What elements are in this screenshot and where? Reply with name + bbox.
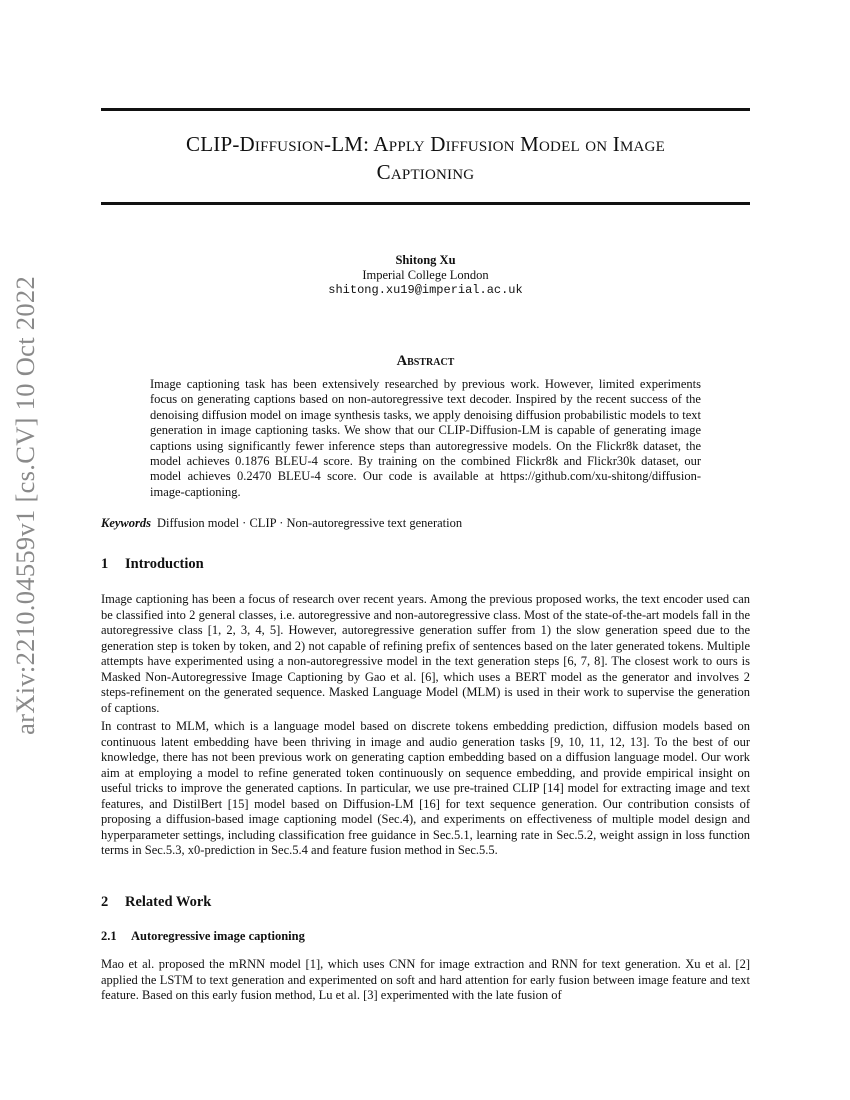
author-block: [101, 253, 750, 298]
abstract-text: Image captioning task has been extensively researched by previous work. However, limited experiments focus on generating captions based on non-autoregressive text decoder. Inspired by the recent success of the denoising diffusion model on image synthesis tasks, we apply denoising diffusion probabilistic models to text generation in image captioning tasks. We show that our CLIP-Diffusion-LM is capable of generating image captions using significantly fewer inference steps than autoregressive models. On the Flickr8k dataset, the model achieves 0.1876 BLEU-4 score. By training on the combined Flickr8k and Flickr30k dataset, our model achieves 0.2470 BLEU-4 score. Our code is available at https://github.com/xu-shitong/diffusion-image-captioning.: [150, 377, 701, 499]
keywords-label: Keywords: [101, 516, 151, 530]
section-heading-introduction: [101, 556, 204, 573]
paper-title: [101, 130, 750, 186]
arxiv-stamp: [2, 275, 48, 735]
section-number: 1: [101, 556, 109, 572]
keywords-text: Diffusion model · CLIP · Non-autoregressive text generation: [157, 516, 463, 530]
related-paragraph-1: Mao et al. proposed the mRNN model [1], which uses CNN for image extraction and RNN for text generation. Xu et al. [2] applied the LSTM to text generation and experimented on soft and hard attention for early fusion between image feature and text feature. Based on this early fusion method, Lu et al. [3] experimented with the late fusion of: [101, 957, 750, 1002]
paper-title-line2: Captioning: [376, 160, 475, 184]
title-rule-top: [101, 108, 750, 111]
section-title: Related Work: [125, 894, 212, 910]
author-email: shitong.xu19@imperial.ac.uk: [328, 283, 523, 297]
title-rule-bottom: [101, 202, 750, 205]
author-affiliation: Imperial College London: [362, 268, 489, 282]
section-title: Introduction: [125, 556, 204, 572]
author-name: Shitong Xu: [395, 253, 456, 267]
intro-paragraph-2: In contrast to MLM, which is a language model based on discrete tokens embedding prediction, diffusion models based on continuous latent embedding have been thriving in image and audio generation tasks [9, 10, 11, 12, 13]. To the best of our knowledge, there has not been previous work on generating caption embedding based on a diffusion language model. Our work aim at employing a model to refine generated token continuously on sequence embedding, and provide empirical insight on useful tricks to improve the generated captions. In particular, we use pre-trained CLIP [14] model for extracting image and text features, and DistilBert [15] model based on Diffusion-LM [16] for text sequence generation. Our contribution consists of proposing a diffusion-based image captioning model (Sec.4), and experiments on effectiveness of multiple model design and hyperparameter settings, including classification free guidance in Sec.5.1, learning rate in Sec.5.2, weight assign in loss function terms in Sec.5.3, x0-prediction in Sec.5.4 and feature fusion method in Sec.5.5.: [101, 719, 750, 857]
section-heading-related-work: [101, 894, 211, 911]
paper-title-line1: CLIP-Diffusion-LM: Apply Diffusion Model on Image: [186, 132, 665, 156]
section-number: 2: [101, 894, 109, 910]
subsection-title: Autoregressive image captioning: [131, 929, 305, 943]
intro-paragraph-1: Image captioning has been a focus of research over recent years. Among the previous proposed works, the text encoder used can be classified into 2 general classes, i.e. autoregressive and non-autoregressive class. Most of the state-of-the-art models fall in the autoregressive class [1, 2, 3, 4, 5]. However, autoregressive generation suffer from 1) the slow generation speed due to the generation step is token by token, and 2) not capable of refining prefix of sentences based on the later generated tokens. Multiple attempts have experimented using a non-autoregressive model in the text generation steps [6, 7, 8]. The closest work to ours is Masked Non-Autoregressive Image Captioning by Gao et al. [6], which uses a BERT model as the generator and involves 2 steps-refinement on the generated sequence. Masked Language Model (MLM) is used in their work to supervise the generation of captions.: [101, 592, 750, 715]
keywords: [101, 516, 750, 531]
abstract-heading: Abstract: [396, 353, 455, 369]
subsection-number: 2.1: [101, 929, 117, 943]
subsection-heading-autoregressive: [101, 929, 305, 944]
arxiv-stamp-text: arXiv:2210.04559v1 [cs.CV] 10 Oct 2022: [9, 275, 40, 735]
